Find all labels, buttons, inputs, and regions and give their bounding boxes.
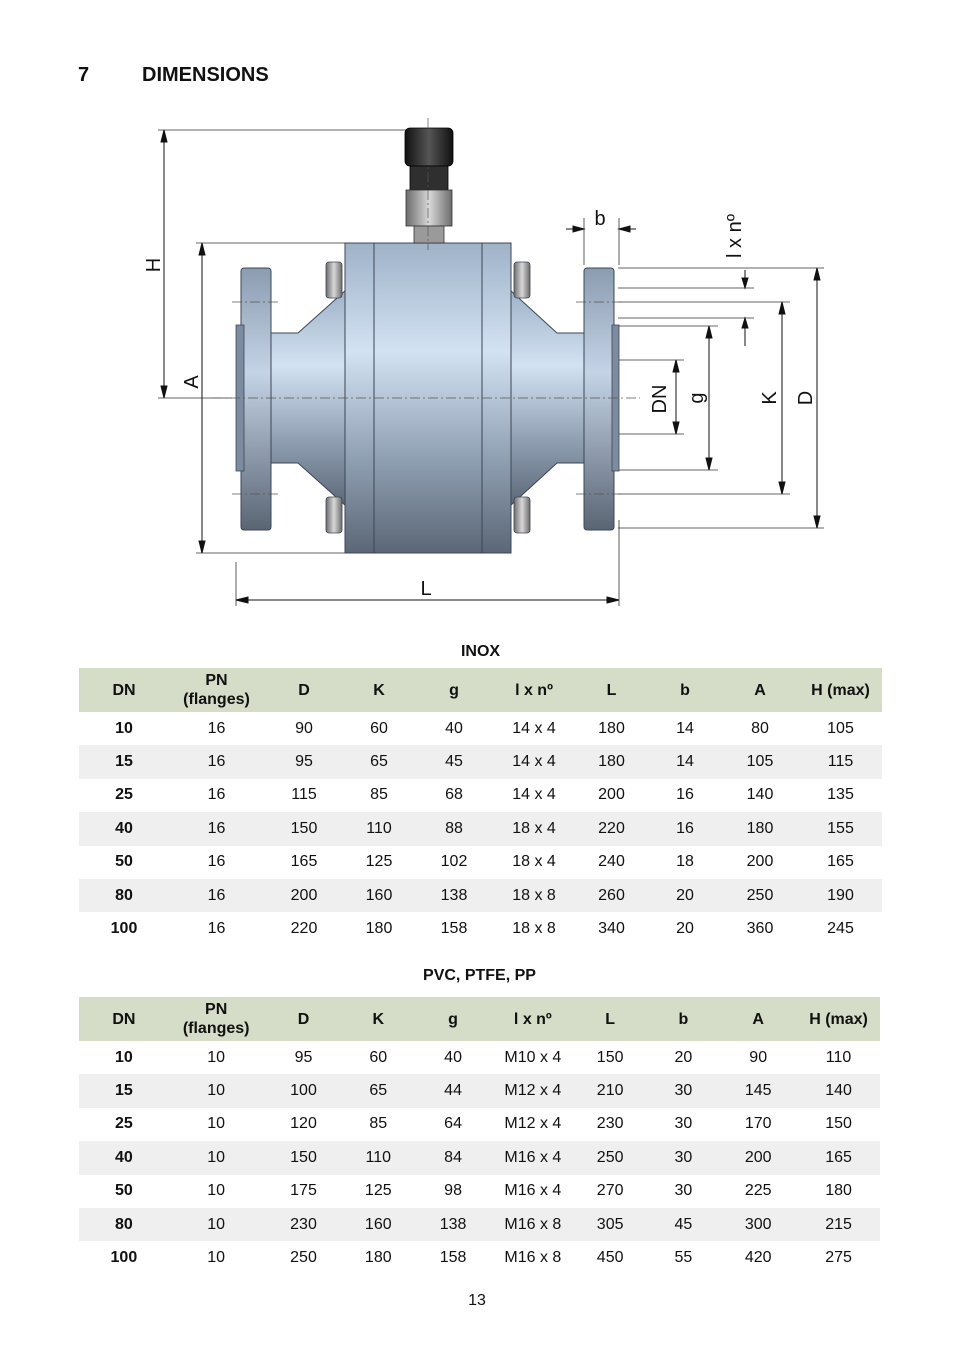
table-cell: 135	[827, 786, 854, 804]
table-cell: M12 x 4	[493, 1074, 573, 1107]
column-header: l x nº	[494, 668, 574, 712]
table-cell: 20	[674, 1048, 693, 1066]
table-row	[79, 779, 882, 812]
table-cell: 18 x 4	[512, 853, 556, 871]
table-cell: 170	[744, 1115, 772, 1133]
table-cell: 16	[169, 745, 264, 778]
table-cell: 140	[797, 1074, 880, 1107]
dn-cell: 100	[110, 920, 138, 938]
table-cell: 220	[574, 812, 649, 845]
section-number: 7	[78, 64, 90, 86]
table-cell: 115	[799, 745, 882, 778]
table-cell: 180	[574, 745, 649, 778]
table-cell: 125	[364, 1182, 392, 1200]
table-cell: M16 x 4	[493, 1141, 573, 1174]
table-cell: 300	[719, 1208, 797, 1241]
table-cell: 225	[744, 1182, 772, 1200]
table-cell: 145	[719, 1074, 797, 1107]
table-cell: 150	[825, 1115, 852, 1133]
table-cell: 150	[264, 1141, 344, 1174]
table-row	[79, 812, 882, 845]
table-cell: 16	[169, 812, 264, 845]
dn-cell: 25	[114, 1115, 133, 1133]
table-cell: 64	[444, 1115, 462, 1133]
column-header: PN (flanges)	[169, 997, 264, 1041]
table-cell: 18 x 8	[512, 920, 556, 938]
table-cell: 270	[596, 1182, 624, 1200]
table-cell: 220	[290, 920, 318, 938]
table-row	[79, 912, 882, 945]
table-cell: 230	[264, 1208, 344, 1241]
table-cell: 120	[290, 1115, 317, 1133]
table-cell: 20	[676, 920, 694, 938]
table-cell: 250	[721, 879, 799, 912]
table-cell: 158	[440, 920, 468, 938]
table-cell: 95	[294, 1048, 313, 1066]
table-cell: 16	[207, 853, 226, 871]
table-cell: 45	[414, 745, 494, 778]
table-cell: 180	[721, 812, 799, 845]
table-cell: 16	[207, 786, 226, 804]
table-cell: 16	[676, 786, 694, 804]
table-cell: 14	[676, 719, 694, 737]
table-cell: 165	[290, 853, 318, 871]
table-cell: 90	[749, 1048, 768, 1066]
table-cell: 100	[264, 1074, 344, 1107]
table-cell: 68	[445, 786, 463, 804]
table-row	[79, 1175, 880, 1208]
table-cell: 200	[264, 879, 344, 912]
table-row	[79, 745, 882, 778]
table-cell: 10	[207, 1048, 226, 1066]
table-cell: M12 x 4	[504, 1115, 562, 1133]
table-cell: 10	[169, 1208, 264, 1241]
table-cell: 165	[797, 1141, 880, 1174]
table-cell: 105	[827, 719, 854, 737]
table-cell: 158	[439, 1249, 467, 1267]
table-cell: 18 x 8	[494, 879, 574, 912]
table-cell: 138	[414, 879, 494, 912]
table-cell: 105	[721, 745, 799, 778]
table-cell: 98	[444, 1182, 462, 1200]
table-cell: 65	[344, 745, 414, 778]
table-cell: 245	[827, 920, 854, 938]
table-cell: 420	[744, 1249, 772, 1267]
dn-cell: 80	[79, 1208, 169, 1241]
column-header: L	[574, 668, 649, 712]
table-cell: 16	[649, 812, 721, 845]
column-header: PN (flanges)	[169, 668, 264, 712]
table-cell: 95	[264, 745, 344, 778]
table-cell: 160	[343, 1208, 413, 1241]
table-cell: 450	[596, 1249, 624, 1267]
table-cell: 200	[746, 853, 774, 871]
table-row	[79, 1141, 880, 1174]
table-cell: 16	[207, 920, 226, 938]
table-cell: 165	[827, 853, 854, 871]
label-A: A	[181, 375, 203, 389]
table-cell: 80	[751, 719, 769, 737]
label-H: H	[143, 257, 165, 273]
table-row	[79, 1241, 880, 1274]
column-header: D	[264, 997, 344, 1041]
dn-cell: 40	[79, 1141, 169, 1174]
column-header: H (max)	[797, 997, 880, 1041]
table-cell: 125	[365, 853, 393, 871]
plastic-dimensions-table	[79, 997, 880, 1275]
dn-cell: 100	[110, 1249, 138, 1267]
table-cell: 85	[369, 1115, 388, 1133]
table-cell: 180	[825, 1182, 852, 1200]
column-header: L	[573, 997, 648, 1041]
dn-cell: 80	[79, 879, 169, 912]
label-DN: DN	[649, 384, 671, 414]
column-header: DN	[79, 668, 169, 712]
table-cell: 110	[343, 1141, 413, 1174]
table-cell: 210	[573, 1074, 648, 1107]
table-row	[79, 1108, 880, 1141]
table-cell: 30	[648, 1074, 720, 1107]
table-cell: 160	[344, 879, 414, 912]
table-cell: 10	[207, 1249, 226, 1267]
column-header: g	[414, 668, 494, 712]
table-cell: 40	[445, 719, 463, 737]
table-cell: 60	[370, 719, 388, 737]
table-cell: 240	[598, 853, 625, 871]
label-lxn: l x nº	[724, 214, 746, 258]
dn-cell: 40	[79, 812, 169, 845]
column-header: l x nº	[493, 997, 573, 1041]
table-cell: 14 x 4	[512, 719, 556, 737]
table-row	[79, 712, 882, 745]
table-cell: 230	[596, 1115, 624, 1133]
table-cell: 65	[343, 1074, 413, 1107]
table-cell: 18 x 4	[494, 812, 574, 845]
header-row	[79, 668, 882, 712]
table-cell: 340	[598, 920, 625, 938]
dn-cell: 15	[79, 745, 169, 778]
table-cell: 275	[825, 1249, 852, 1267]
table-cell: 10	[169, 1141, 264, 1174]
dn-cell: 25	[115, 786, 133, 804]
table-cell: 60	[369, 1048, 388, 1066]
table-title-plastic: PVC, PTFE, PP	[423, 967, 536, 984]
column-header: g	[413, 997, 493, 1041]
table-cell: 16	[169, 879, 264, 912]
table-row	[79, 846, 882, 879]
table-cell: 30	[648, 1141, 720, 1174]
table-cell: M16 x 8	[504, 1249, 562, 1267]
table-cell: 88	[414, 812, 494, 845]
dn-cell: 10	[115, 719, 133, 737]
table-cell: 85	[370, 786, 388, 804]
table-cell: 138	[413, 1208, 493, 1241]
column-header: b	[648, 997, 720, 1041]
column-header: A	[721, 668, 799, 712]
table-cell: 180	[365, 920, 393, 938]
table-cell: 10	[207, 1182, 226, 1200]
table-cell: 115	[291, 786, 317, 804]
table-cell: 190	[799, 879, 882, 912]
column-header: DN	[79, 997, 169, 1041]
table-cell: 40	[444, 1048, 462, 1066]
table-cell: 14 x 4	[512, 786, 556, 804]
table-cell: 140	[746, 786, 774, 804]
table-cell: 250	[573, 1141, 648, 1174]
column-header: K	[344, 668, 414, 712]
table-cell: 44	[413, 1074, 493, 1107]
table-cell: 10	[169, 1074, 264, 1107]
table-cell: 215	[797, 1208, 880, 1241]
table-cell: 180	[364, 1249, 392, 1267]
flowmeter-dimension-drawing	[0, 110, 954, 620]
table-title-inox: INOX	[460, 643, 501, 660]
section-title: DIMENSIONS	[142, 64, 269, 86]
table-cell: 10	[207, 1115, 226, 1133]
table-cell: 175	[290, 1182, 317, 1200]
dn-cell: 50	[115, 853, 133, 871]
table-cell: 305	[573, 1208, 648, 1241]
table-cell: 110	[344, 812, 414, 845]
section-heading	[78, 64, 269, 87]
table-cell: 16	[207, 719, 226, 737]
label-D: D	[795, 390, 817, 406]
column-header: b	[649, 668, 721, 712]
column-header: K	[343, 997, 413, 1041]
table-cell: 200	[719, 1141, 797, 1174]
label-L: L	[420, 578, 432, 600]
dn-cell: 50	[114, 1182, 133, 1200]
table-cell: 30	[674, 1115, 693, 1133]
table-cell: M10 x 4	[504, 1048, 562, 1066]
table-cell: 55	[674, 1249, 693, 1267]
table-cell: 360	[746, 920, 774, 938]
table-cell: 260	[574, 879, 649, 912]
table-cell: 250	[290, 1249, 317, 1267]
table-cell: 200	[598, 786, 625, 804]
label-g: g	[686, 392, 708, 404]
table-cell: 14	[649, 745, 721, 778]
column-header: A	[719, 997, 797, 1041]
column-header: D	[264, 668, 344, 712]
table-row	[79, 1074, 880, 1107]
table-cell: 90	[295, 719, 313, 737]
table-cell: 180	[598, 719, 625, 737]
dn-cell: 15	[79, 1074, 169, 1107]
dn-cell: 10	[114, 1048, 133, 1066]
column-header: H (max)	[799, 668, 882, 712]
table-row	[79, 879, 882, 912]
table-cell: M16 x 8	[493, 1208, 573, 1241]
table-cell: 155	[799, 812, 882, 845]
table-cell: 102	[440, 853, 468, 871]
table-cell: 18	[676, 853, 694, 871]
table-cell: 20	[649, 879, 721, 912]
table-cell: 150	[596, 1048, 624, 1066]
table-cell: M16 x 4	[504, 1182, 562, 1200]
header-row	[79, 997, 880, 1041]
table-cell: 14 x 4	[494, 745, 574, 778]
label-K: K	[759, 391, 781, 405]
table-row	[79, 1208, 880, 1241]
table-cell: 110	[825, 1048, 852, 1066]
table-cell: 30	[674, 1182, 693, 1200]
table-cell: 84	[413, 1141, 493, 1174]
inox-dimensions-table	[79, 668, 882, 946]
table-cell: 150	[264, 812, 344, 845]
page-number: 13	[468, 1292, 486, 1309]
table-row	[79, 1041, 880, 1074]
table-cell: 45	[648, 1208, 720, 1241]
label-b: b	[594, 208, 606, 230]
